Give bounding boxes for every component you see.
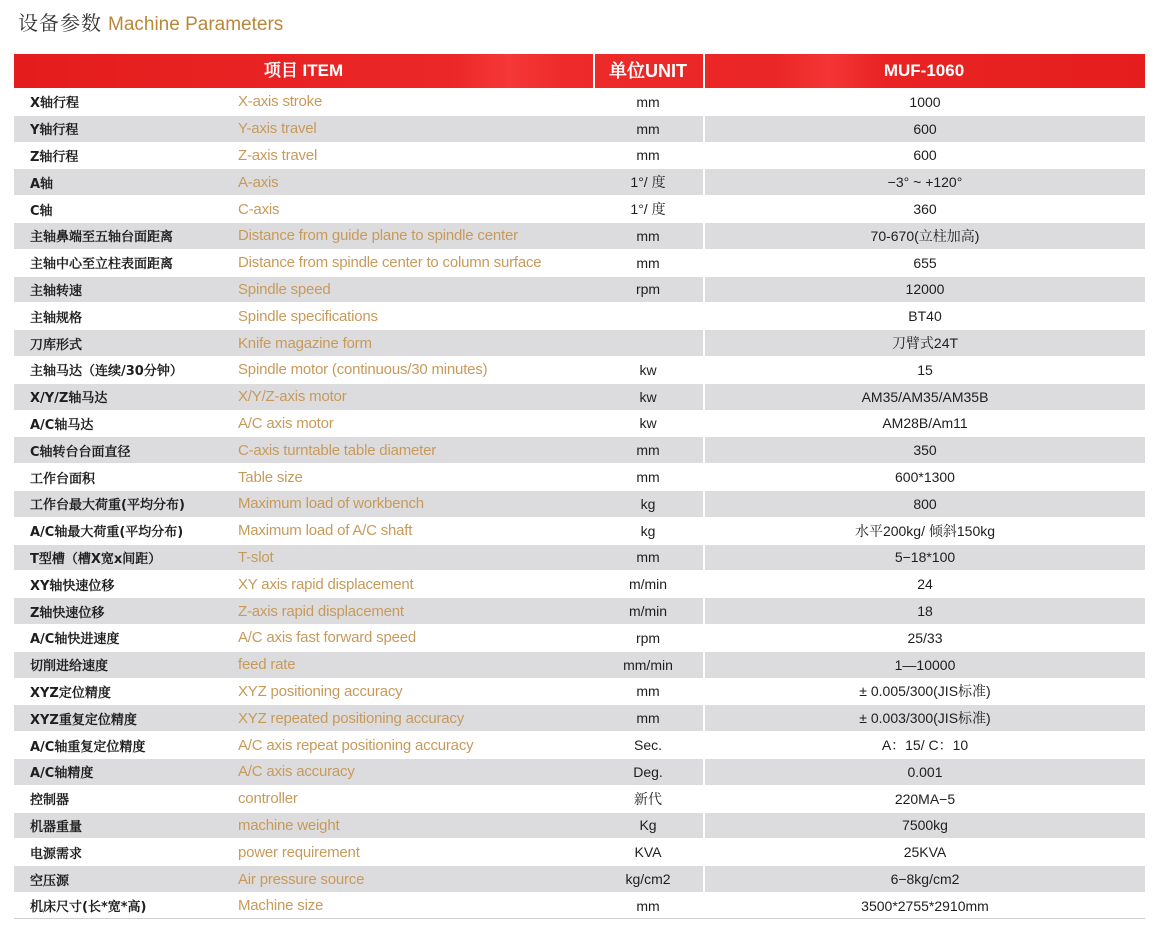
param-name-en: C-axis turntable table diameter (238, 437, 593, 464)
param-unit: mm/min (593, 651, 703, 678)
param-name-cn: A/C轴快进速度 (14, 624, 238, 651)
param-name-en: Spindle speed (238, 276, 593, 303)
param-name-en: Spindle specifications (238, 303, 593, 330)
param-name-cn: C轴转台台面直径 (14, 437, 238, 464)
param-name-cn: 机器重量 (14, 812, 238, 839)
param-name-cn: A轴 (14, 169, 238, 196)
param-value: 350 (705, 437, 1145, 464)
param-unit: 1°/ 度 (593, 196, 703, 223)
param-value: 5−18*100 (705, 544, 1145, 571)
table-row (14, 169, 1145, 196)
param-name-cn: XYZ重复定位精度 (14, 705, 238, 732)
param-value: 3500*2755*2910mm (705, 892, 1145, 919)
table-row (14, 839, 1145, 866)
param-unit: m/min (593, 571, 703, 598)
table-row (14, 115, 1145, 142)
table-row (14, 410, 1145, 437)
param-name-cn: XYZ定位精度 (14, 678, 238, 705)
param-value: BT40 (705, 303, 1145, 330)
param-name-en: T-slot (238, 544, 593, 571)
table-header (14, 54, 1145, 88)
table-row (14, 89, 1145, 115)
param-name-en: machine weight (238, 812, 593, 839)
param-name-en: Air pressure source (238, 866, 593, 893)
param-name-cn: A/C轴精度 (14, 758, 238, 785)
param-value: ± 0.003/300(JIS标准) (705, 705, 1145, 732)
param-name-en: feed rate (238, 651, 593, 678)
param-unit: kg (593, 517, 703, 544)
param-value: −3° ~ +120° (705, 169, 1145, 196)
param-unit: kw (593, 356, 703, 383)
param-name-cn: 控制器 (14, 785, 238, 812)
param-value: 24 (705, 571, 1145, 598)
param-unit: 新代 (593, 785, 703, 812)
table-row (14, 544, 1145, 571)
table-row (14, 276, 1145, 303)
param-value: 360 (705, 196, 1145, 223)
param-value: 7500kg (705, 812, 1145, 839)
param-value: ± 0.005/300(JIS标准) (705, 678, 1145, 705)
table-row (14, 249, 1145, 276)
param-unit: mm (593, 464, 703, 491)
param-name-en: Knife magazine form (238, 330, 593, 357)
param-unit: Kg (593, 812, 703, 839)
param-value: AM35/AM35/AM35B (705, 383, 1145, 410)
param-value: 655 (705, 249, 1145, 276)
param-name-en: controller (238, 785, 593, 812)
param-value: 25KVA (705, 839, 1145, 866)
table-row (14, 705, 1145, 732)
parameters-table (14, 89, 1145, 920)
param-unit: m/min (593, 598, 703, 625)
param-value: 6−8kg/cm2 (705, 866, 1145, 893)
param-value: 18 (705, 598, 1145, 625)
param-unit: rpm (593, 276, 703, 303)
table-row (14, 222, 1145, 249)
param-name-cn: A/C轴最大荷重(平均分布) (14, 517, 238, 544)
param-name-en: X-axis stroke (238, 89, 593, 115)
param-name-cn: 主轴规格 (14, 303, 238, 330)
param-name-cn: Y轴行程 (14, 115, 238, 142)
param-name-en: Z-axis rapid displacement (238, 598, 593, 625)
table-row (14, 651, 1145, 678)
param-unit: mm (593, 115, 703, 142)
param-name-cn: 机床尺寸(长*宽*高) (14, 892, 238, 919)
param-unit: mm (593, 222, 703, 249)
param-unit (593, 330, 703, 357)
table-row (14, 598, 1145, 625)
param-name-cn: 电源需求 (14, 839, 238, 866)
param-name-cn: 主轴中心至立柱表面距离 (14, 249, 238, 276)
table-row (14, 437, 1145, 464)
param-value: 800 (705, 490, 1145, 517)
param-unit: KVA (593, 839, 703, 866)
param-name-cn: 工作台最大荷重(平均分布) (14, 490, 238, 517)
param-unit: mm (593, 544, 703, 571)
param-name-cn: 刀库形式 (14, 330, 238, 357)
title-chinese: 设备参数 (18, 11, 102, 35)
param-name-cn: Z轴行程 (14, 142, 238, 169)
table-row (14, 758, 1145, 785)
param-unit: mm (593, 678, 703, 705)
table-row (14, 785, 1145, 812)
param-unit: mm (593, 142, 703, 169)
param-name-en: Y-axis travel (238, 115, 593, 142)
param-value: 12000 (705, 276, 1145, 303)
param-value: 水平200kg/ 倾斜150kg (705, 517, 1145, 544)
param-name-en: A/C axis accuracy (238, 758, 593, 785)
param-unit: 1°/ 度 (593, 169, 703, 196)
table-row (14, 892, 1145, 919)
header-unit: 单位UNIT (609, 61, 687, 81)
param-name-en: XYZ positioning accuracy (238, 678, 593, 705)
param-value: 600 (705, 142, 1145, 169)
param-name-cn: C轴 (14, 196, 238, 223)
param-value: 25/33 (705, 624, 1145, 651)
header-item: 项目 ITEM (263, 61, 344, 80)
table-bottom-line (14, 918, 1145, 919)
param-name-cn: 空压源 (14, 866, 238, 893)
param-unit: kw (593, 410, 703, 437)
param-name-en: Distance from guide plane to spindle center (238, 222, 593, 249)
param-unit (593, 303, 703, 330)
header-model: MUF-1060 (883, 61, 965, 80)
table-row (14, 464, 1145, 491)
param-unit: mm (593, 249, 703, 276)
param-name-en: XYZ repeated positioning accuracy (238, 705, 593, 732)
param-unit: kg/cm2 (593, 866, 703, 893)
table-row (14, 866, 1145, 893)
param-name-en: X/Y/Z-axis motor (238, 383, 593, 410)
param-name-cn: X/Y/Z轴马达 (14, 383, 238, 410)
param-unit: Sec. (593, 732, 703, 759)
param-unit: kw (593, 383, 703, 410)
title-english: Machine Parameters (108, 14, 284, 35)
param-value: AM28B/Am11 (705, 410, 1145, 437)
param-value: 15 (705, 356, 1145, 383)
param-name-en: power requirement (238, 839, 593, 866)
param-name-en: Maximum load of workbench (238, 490, 593, 517)
table-row (14, 356, 1145, 383)
param-value: 0.001 (705, 758, 1145, 785)
param-name-en: Z-axis travel (238, 142, 593, 169)
table-row (14, 490, 1145, 517)
param-name-cn: X轴行程 (14, 89, 238, 115)
param-name-cn: 工作台面积 (14, 464, 238, 491)
table-row (14, 812, 1145, 839)
param-name-cn: A/C轴马达 (14, 410, 238, 437)
table-row (14, 624, 1145, 651)
param-value: 70-670(立柱加高) (705, 222, 1145, 249)
param-name-cn: 主轴转速 (14, 276, 238, 303)
param-name-en: Distance from spindle center to column surface (238, 249, 593, 276)
table-row (14, 571, 1145, 598)
param-name-en: A-axis (238, 169, 593, 196)
param-value: 600 (705, 115, 1145, 142)
param-value: 1—10000 (705, 651, 1145, 678)
param-name-cn: 主轴马达（连续/30分钟） (14, 356, 238, 383)
table-row (14, 196, 1145, 223)
param-value: 刀臂式24T (705, 330, 1145, 357)
param-unit: mm (593, 437, 703, 464)
param-unit: mm (593, 892, 703, 919)
page-title (18, 9, 283, 37)
param-name-en: A/C axis fast forward speed (238, 624, 593, 651)
param-value: 1000 (705, 89, 1145, 115)
param-name-en: Table size (238, 464, 593, 491)
param-value: 220MA−5 (705, 785, 1145, 812)
param-value: 600*1300 (705, 464, 1145, 491)
table-row (14, 732, 1145, 759)
param-name-cn: T型槽（槽X宽x间距） (14, 544, 238, 571)
table-row (14, 330, 1145, 357)
table-row (14, 142, 1145, 169)
param-name-cn: 主轴鼻端至五轴台面距离 (14, 222, 238, 249)
param-name-en: Machine size (238, 892, 593, 919)
param-name-cn: A/C轴重复定位精度 (14, 732, 238, 759)
param-unit: rpm (593, 624, 703, 651)
table-row (14, 517, 1145, 544)
param-unit: kg (593, 490, 703, 517)
param-name-cn: XY轴快速位移 (14, 571, 238, 598)
param-name-en: A/C axis repeat positioning accuracy (238, 732, 593, 759)
param-unit: Deg. (593, 758, 703, 785)
param-name-en: Spindle motor (continuous/30 minutes) (238, 356, 593, 383)
param-unit: mm (593, 705, 703, 732)
table-row (14, 678, 1145, 705)
param-name-cn: 切削进给速度 (14, 651, 238, 678)
param-name-en: Maximum load of A/C shaft (238, 517, 593, 544)
table-row (14, 383, 1145, 410)
table-row (14, 303, 1145, 330)
param-name-en: XY axis rapid displacement (238, 571, 593, 598)
param-name-en: A/C axis motor (238, 410, 593, 437)
param-unit: mm (593, 89, 703, 115)
param-name-en: C-axis (238, 196, 593, 223)
param-value: A：15/ C：10 (705, 732, 1145, 759)
param-name-cn: Z轴快速位移 (14, 598, 238, 625)
